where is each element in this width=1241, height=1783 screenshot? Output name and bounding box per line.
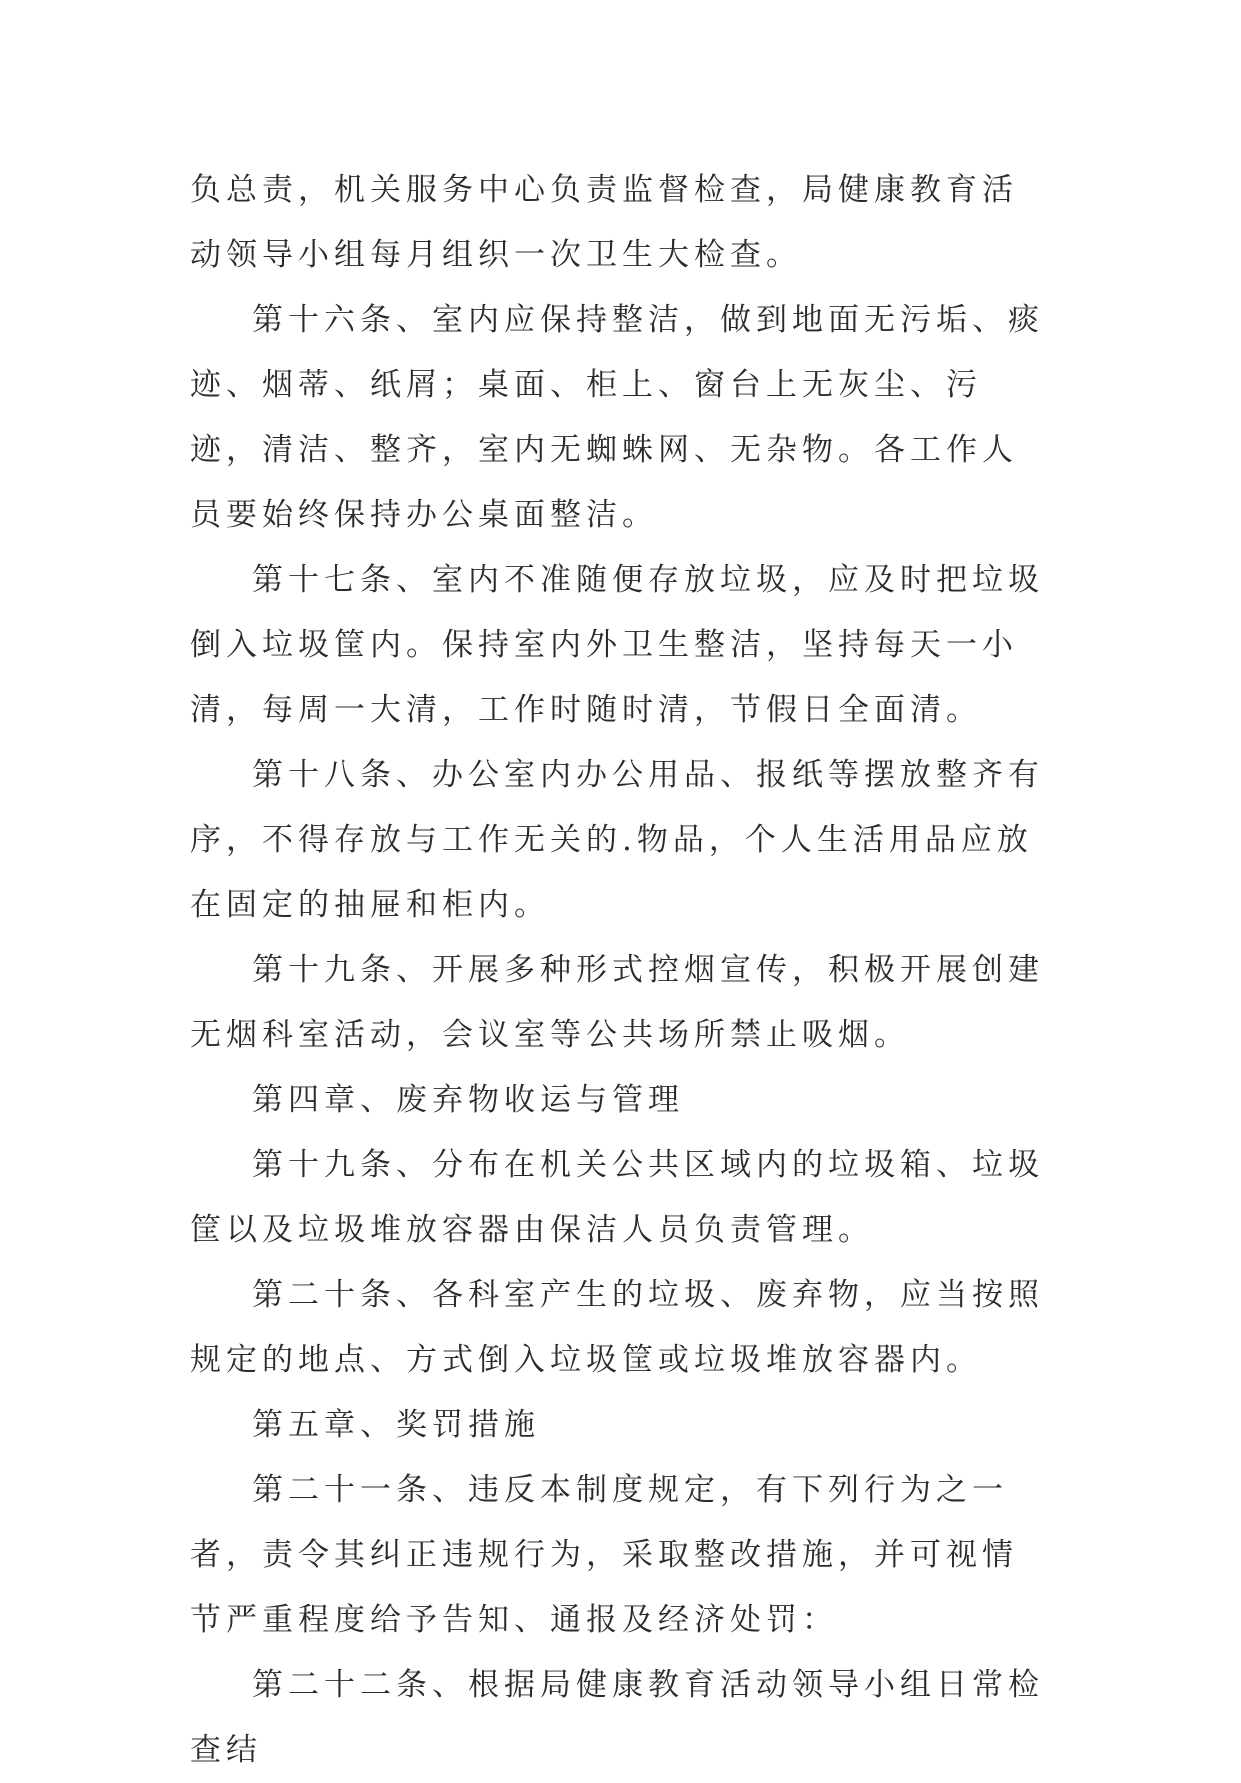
- article-22: 第二十二条、根据局健康教育活动领导小组日常检查结: [190, 1667, 1044, 1768]
- article-16: 第十六条、室内应保持整洁，做到地面无污垢、痰迹、烟蒂、纸屑；桌面、柜上、窗台上无灰尘、污迹，清洁、整齐，室内无蜘蛛网、无杂物。各工作人员要始终保持办公桌面整洁。: [190, 302, 1044, 533]
- article-19-waste: 第十九条、分布在机关公共区域内的垃圾箱、垃圾筐以及垃圾堆放容器由保洁人员负责管理。: [190, 1147, 1044, 1248]
- chapter-4-heading: 第四章、废弃物收运与管理: [252, 1082, 684, 1118]
- article-20: 第二十条、各科室产生的垃圾、废弃物，应当按照规定的地点、方式倒入垃圾筐或垃圾堆放容器内。: [190, 1277, 1044, 1378]
- paragraph-continuation: 负总责，机关服务中心负责监督检查，局健康教育活动领导小组每月组织一次卫生大检查。: [190, 172, 1018, 273]
- chapter-5-heading: 第五章、奖罚措施: [252, 1407, 540, 1443]
- article-19: 第十九条、开展多种形式控烟宣传，积极开展创建无烟科室活动，会议室等公共场所禁止吸烟。: [190, 952, 1044, 1053]
- article-18: 第十八条、办公室内办公用品、报纸等摆放整齐有序，不得存放与工作无关的.物品，个人生活用品应放在固定的抽屉和柜内。: [190, 757, 1044, 923]
- article-17: 第十七条、室内不准随便存放垃圾，应及时把垃圾倒入垃圾筐内。保持室内外卫生整洁，坚持每天一小清，每周一大清，工作时随时清，节假日全面清。: [190, 562, 1044, 728]
- article-21: 第二十一条、违反本制度规定，有下列行为之一者，责令其纠正违规行为，采取整改措施，并可视情节严重程度给予告知、通报及经济处罚：: [190, 1472, 1018, 1638]
- document-body: [190, 158, 1050, 1783]
